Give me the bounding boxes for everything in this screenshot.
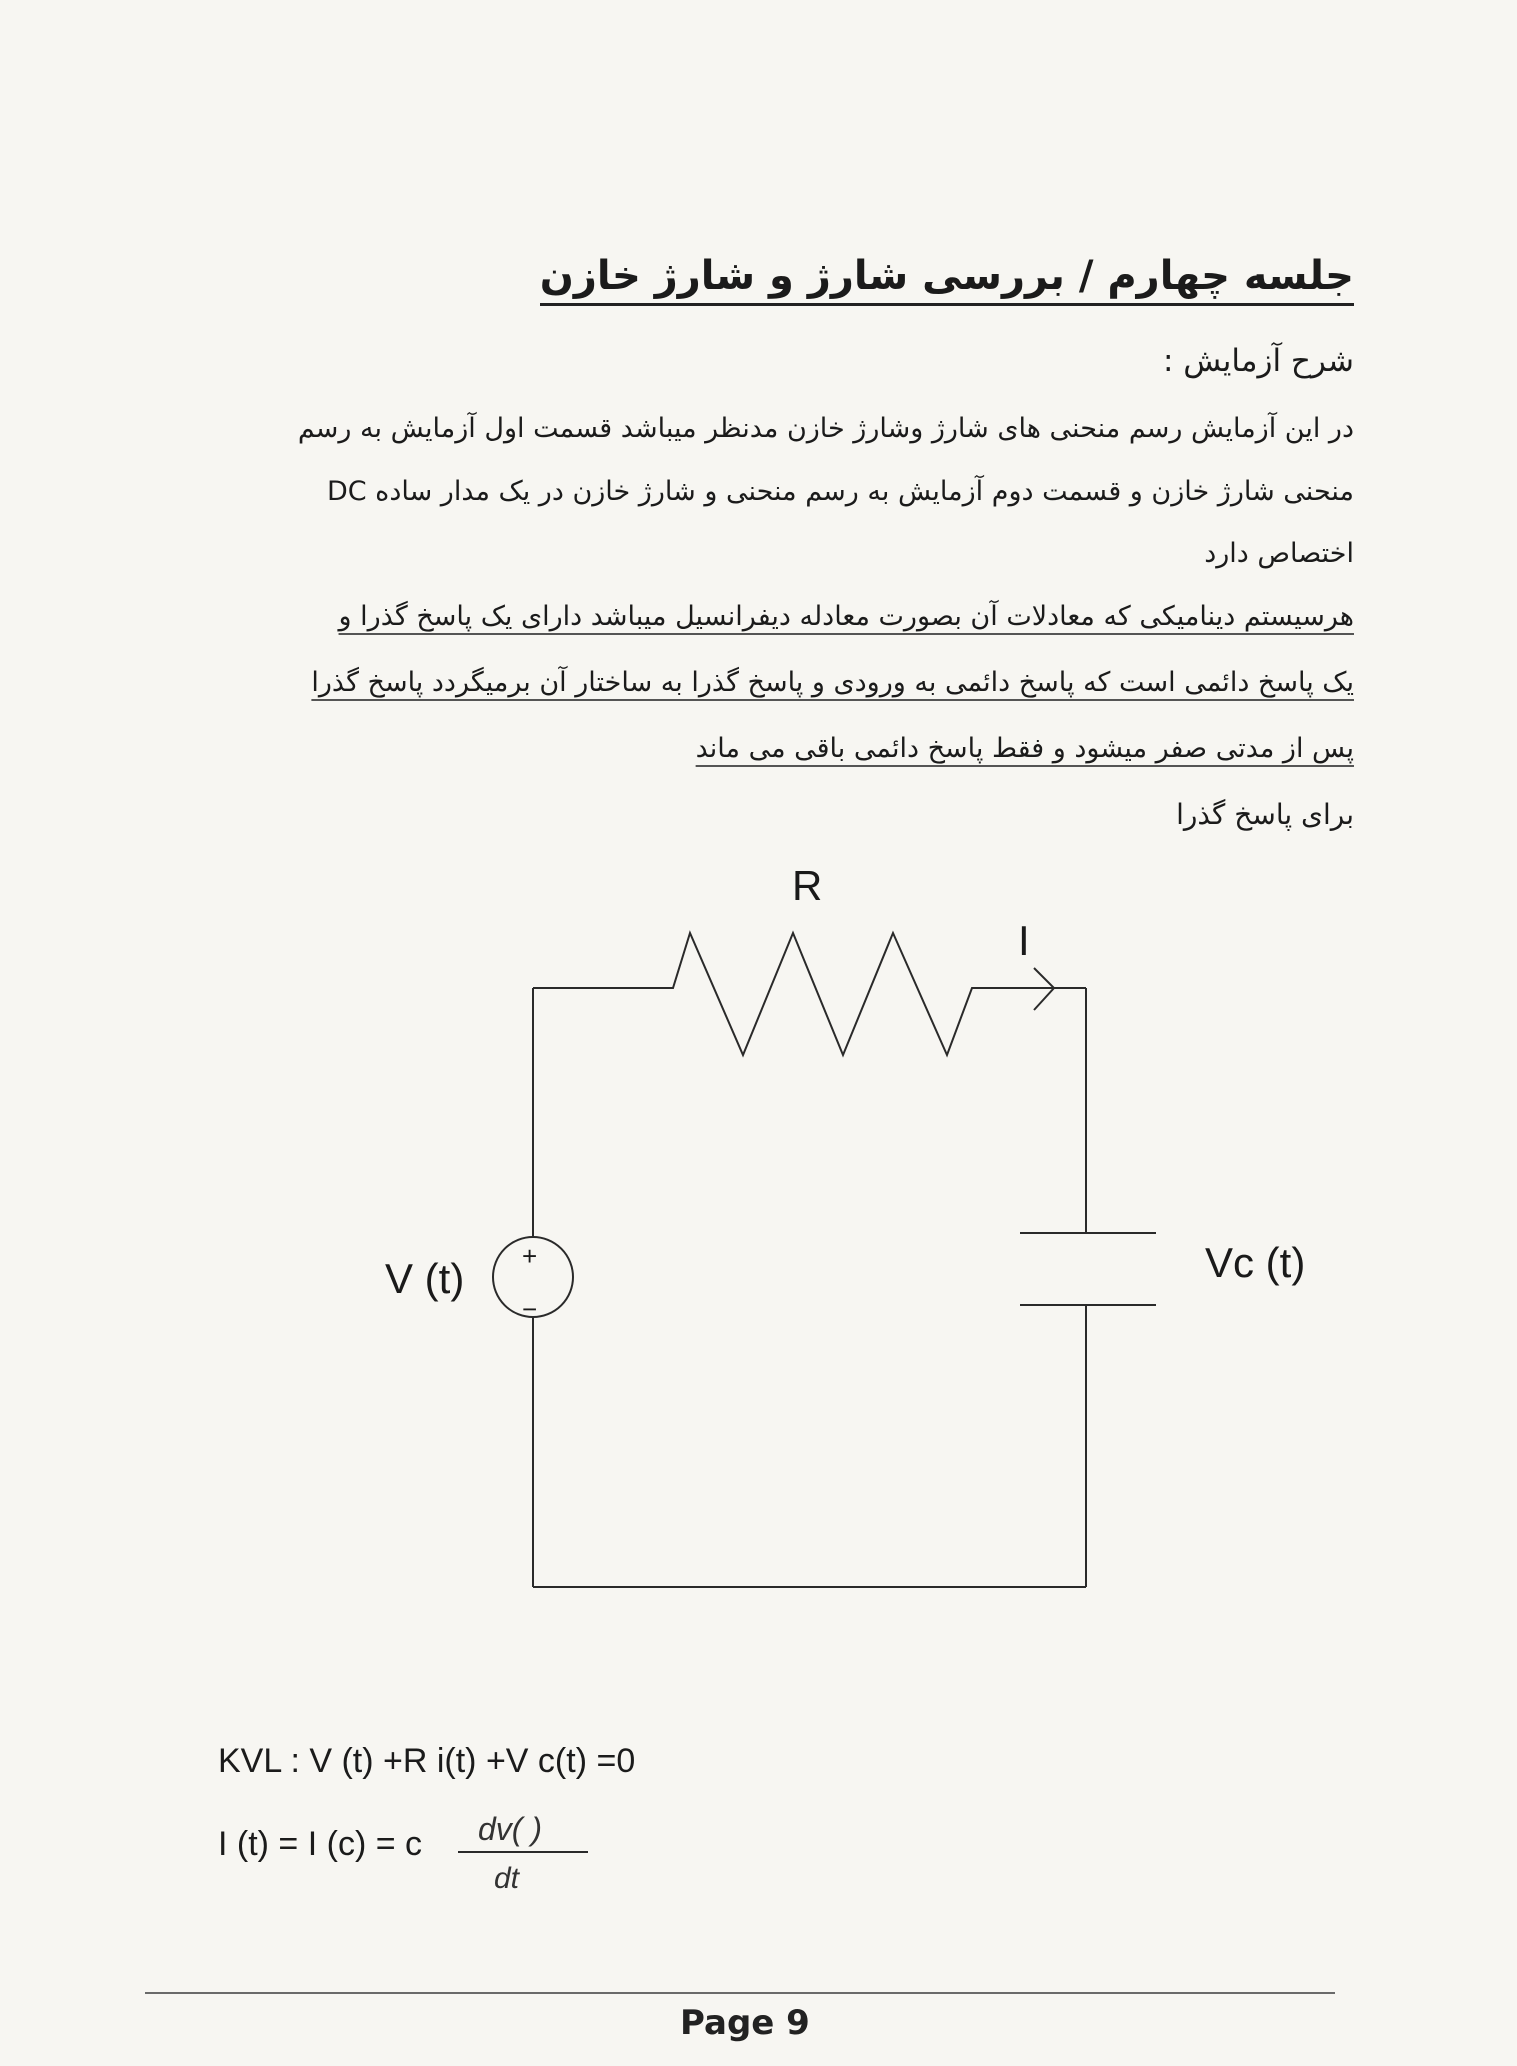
- current-equation: I (t) = I (c) = c: [218, 1825, 423, 1863]
- source-minus-sign: −: [522, 1294, 538, 1324]
- underlined-text: هرسیستم دینامیکی که معادلات آن بصورت معادله دیفرانسیل میباشد دارای یک پاسخ گذرا و: [338, 601, 1354, 632]
- paragraph-line: اختصاص دارد: [1204, 538, 1354, 569]
- section-heading: شرح آزمایش :: [1162, 343, 1354, 379]
- paragraph-line: [696, 733, 1354, 764]
- underlined-text: یک پاسخ دائمی است که پاسخ دائمی به ورودی و پاسخ گذرا به ساختار آن برمیگردد پاسخ گذرا: [311, 667, 1354, 698]
- handwritten-denominator: dt: [494, 1862, 520, 1895]
- underlined-text: پس از مدتی صفر میشود و فقط پاسخ دائمی باقی می ماند: [695, 733, 1354, 764]
- capacitor-label: Vc (t): [1205, 1239, 1306, 1286]
- paragraph-line: [339, 601, 1354, 632]
- page-title: جلسه چهارم / بررسی شارژ و شارژ خازن: [540, 253, 1354, 306]
- resistor-symbol: [533, 933, 1086, 1055]
- source-plus-sign: +: [522, 1241, 538, 1271]
- paragraph-line: برای پاسخ گذرا: [1176, 798, 1354, 831]
- paragraph-line: در این آزمایش رسم منحنی های شارژ وشارژ خازن مدنظر میباشد قسمت اول آزمایش به رسم: [297, 413, 1354, 444]
- source-label: V (t): [385, 1255, 465, 1302]
- resistor-label: R: [792, 862, 823, 909]
- current-label: I: [1018, 917, 1030, 964]
- kvl-equation: KVL : V (t) +R i(t) +V c(t) =0: [218, 1742, 636, 1780]
- footer-divider: [145, 1992, 1335, 1994]
- page-number: Page 9: [680, 2003, 810, 2043]
- paragraph-line: منحنی شارژ خازن و قسمت دوم آزمایش به رسم منحنی و شارژ خازن در یک مدار ساده DC: [326, 476, 1354, 507]
- current-arrow: [1034, 968, 1054, 1010]
- voltage-source-symbol: [493, 1237, 573, 1317]
- paragraph-line: [311, 667, 1354, 698]
- handwritten-numerator: dv( ): [478, 1811, 542, 1847]
